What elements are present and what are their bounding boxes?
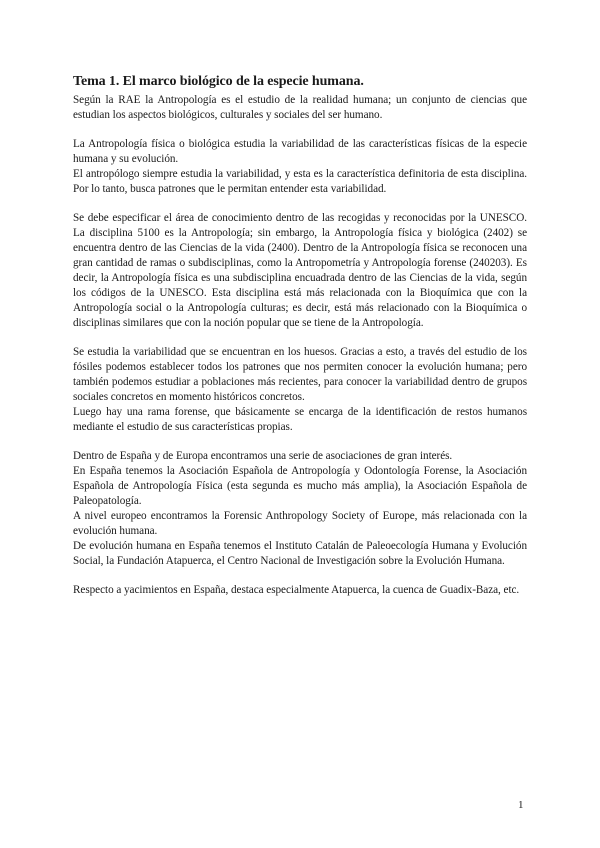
paragraph-gap (73, 331, 527, 345)
paragraph-sites: Respecto a yacimientos en España, destaca especialmente Atapuerca, la cuenca de Guadix-Baza, etc. (73, 584, 520, 596)
paragraph-associations-intro: Dentro de España y de Europa encontramos una serie de asociaciones de gran interés. (73, 450, 453, 462)
document-body (73, 74, 527, 598)
paragraph-european-society: A nivel europeo encontramos la Forensic Anthropology Society of Europe, más relacionada con la evolución humana. (73, 510, 527, 537)
page-number: 1 (518, 799, 524, 811)
paragraph-bones: Se estudia la variabilidad que se encuentran en los huesos. Gracias a esto, a través del estudio de los fósiles podemos establecer todos los patrones que nos permiten conocer la evolución humana; pero también podemos estudiar a poblaciones más recientes, para conocer la variabilidad dentro de grupos sociales concretos en momento históricos concretos. (73, 346, 527, 403)
paragraph-unesco: Se debe especificar el área de conocimiento dentro de las recogidas y reconocidas por la UNESCO. La disciplina 5100 es la Antropología; sin embargo, la Antropología física y biológica (2402) se encuentra dentro de las Ciencias de la vida (2400). Dentro de la Antropología física se reconocen una gran cantidad de ramas o subdisciplinas, como la Antropometría y Antropología forense (240203). Es decir, la Antropología física es una subdisciplina encuadrada dentro de las Ciencias de la vida, según los códigos de la UNESCO. Esta disciplina está más relacionada con la Bioquímica que con la Antropología social o la Antropología culturas; es decir, está más relacionado con la Bioquímica o disciplinas similares que con la noción popular que se tiene de la Antropología. (73, 212, 527, 329)
paragraph-gap (73, 123, 527, 137)
paragraph-gap (73, 197, 527, 211)
paragraph-variability: El antropólogo siempre estudia la variabilidad, y esta es la característica definitoria de esta disciplina. Por lo tanto, busca patrones que le permitan entender esta variabilidad. (73, 168, 527, 195)
paragraph-spain-associations: En España tenemos la Asociación Española de Antropología y Odontología Forense, la Asociación Española de Antropología Física (esta segunda es mucho más amplia), la Asociación Española de Paleopatología. (73, 465, 527, 507)
paragraph-forensic: Luego hay una rama forense, que básicamente se encarga de la identificación de restos humanos mediante el estudio de sus características propias. (73, 406, 527, 433)
document-title: Tema 1. El marco biológico de la especie humana. (73, 74, 364, 89)
paragraph-rae-definition: Según la RAE la Antropología es el estudio de la realidad humana; un conjunto de ciencias que estudian los aspectos biológicos, culturales y sociales del ser humano. (73, 94, 527, 121)
paragraph-physical-anthropology: La Antropología física o biológica estudia la variabilidad de las características físicas de la especie humana y su evolución. (73, 138, 527, 165)
paragraph-gap (73, 435, 527, 449)
paragraph-human-evolution-centers: De evolución humana en España tenemos el Instituto Catalán de Paleoecología Humana y Evolución Social, la Fundación Atapuerca, el Centro Nacional de Investigación sobre la Evolución Humana. (73, 540, 527, 567)
paragraph-gap (73, 569, 527, 583)
